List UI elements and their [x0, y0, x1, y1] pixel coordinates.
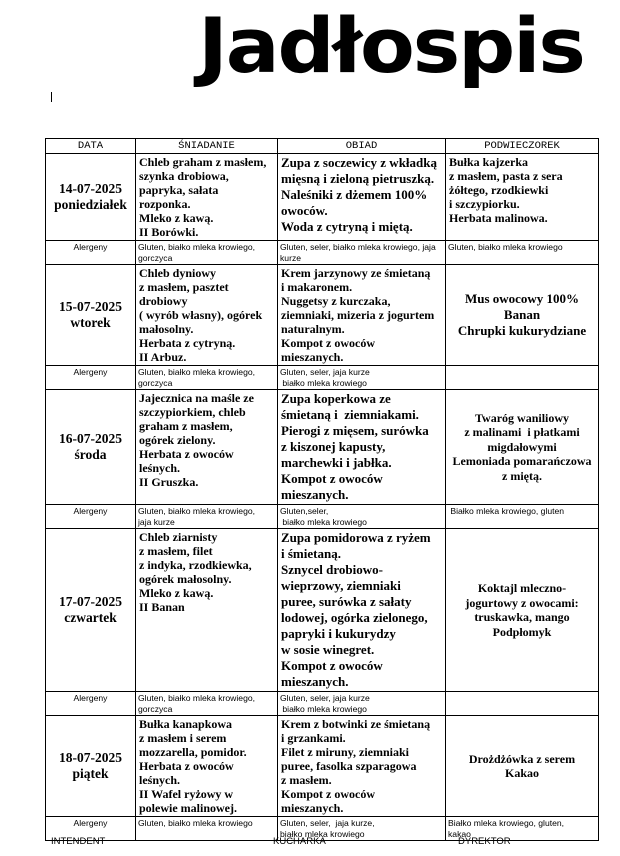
breakfast-line: z masłem i serem	[139, 731, 227, 745]
dinner-line: Krem z botwinki ze śmietaną	[281, 717, 431, 731]
snack-line: Bułka kajzerka	[449, 155, 529, 169]
breakfast-line: Herbata z owoców	[139, 447, 234, 461]
dinner-line: Zupa z soczewicy z wkładką	[281, 155, 437, 170]
breakfast-line: z masłem, pasztet	[139, 280, 229, 294]
breakfast-line: Bułka kanapkowa	[139, 717, 233, 731]
allergens-line: białko mleka krowiego	[280, 703, 367, 714]
snack-line: z masłem, pasta z sera	[449, 169, 563, 183]
allergens-cell	[136, 817, 278, 841]
snack-cell	[446, 265, 599, 366]
day-cell	[46, 390, 136, 505]
allergens-line: białko mleka krowiego	[280, 377, 367, 388]
allergens-cell	[136, 505, 278, 529]
day-row	[46, 529, 599, 692]
day-weekday: poniedziałek	[54, 197, 127, 212]
day-weekday: wtorek	[70, 315, 111, 330]
dinner-line: śmietaną i ziemniakami.	[281, 407, 419, 422]
day-date: 15-07-2025	[59, 299, 122, 314]
breakfast-line: szynka drobiowa,	[139, 169, 229, 183]
allergens-line: Gluten, białko mleka krowiego	[138, 818, 253, 828]
breakfast-line: szczypiorkiem, chleb	[139, 405, 246, 419]
snack-line: Lemoniada pomarańczowa	[452, 454, 592, 469]
dinner-line: naturalnym.	[281, 322, 345, 336]
snack-cell	[446, 154, 599, 241]
header-date: DATA	[46, 139, 136, 154]
allergens-line: Gluten, seler, białko mleka krowiego, jaja	[280, 242, 436, 252]
breakfast-line: ogórek małosolny.	[139, 572, 232, 586]
breakfast-line: II Gruszka.	[139, 475, 199, 489]
snack-line: Koktajl mleczno-	[477, 581, 567, 595]
dinner-line: i grzankami.	[281, 731, 346, 745]
dinner-line: mięsną i zieloną pietruszką.	[281, 171, 435, 186]
dinner-line: i makaronem.	[281, 280, 353, 294]
page-title: Jadłospis	[198, 1, 584, 90]
allergens-line: Gluten, seler, jaja kurze	[280, 367, 370, 377]
snack-line: żółtego, rzodkiewki	[449, 183, 549, 197]
day-date: 17-07-2025	[59, 594, 122, 609]
menu-table	[45, 138, 599, 841]
dinner-line: i śmietaną.	[281, 546, 341, 561]
dinner-cell	[278, 390, 446, 505]
snack-line: Twaróg waniliowy	[474, 410, 570, 425]
dinner-line: lodowej, ogórka zielonego,	[281, 610, 428, 625]
snack-line: i szczypiorku.	[449, 197, 520, 211]
breakfast-line: papryka, sałata	[139, 183, 219, 197]
allergens-row	[46, 366, 599, 390]
allergens-line: Gluten, seler, jaja kurze	[280, 693, 370, 703]
allergens-label: Alergeny	[46, 241, 136, 265]
breakfast-cell	[136, 716, 278, 817]
breakfast-line: Chleb dyniowy	[139, 266, 217, 280]
breakfast-line: z masłem, filet	[139, 544, 213, 558]
dinner-line: mieszanych.	[281, 487, 349, 502]
breakfast-line: rozponka.	[139, 197, 191, 211]
day-cell	[46, 529, 136, 692]
day-row	[46, 154, 599, 241]
dinner-line: z masłem.	[281, 773, 332, 787]
dinner-cell	[278, 265, 446, 366]
day-cell	[46, 716, 136, 817]
dinner-cell	[278, 529, 446, 692]
allergens-line: Gluten, białko mleka krowiego	[448, 242, 563, 252]
dinner-line: mieszanych.	[281, 674, 349, 689]
allergens-row	[46, 241, 599, 265]
breakfast-line: Herbata z owoców	[139, 759, 234, 773]
dinner-line: w sosie winegret.	[281, 642, 375, 657]
breakfast-line: ogórek zielony.	[139, 433, 216, 447]
menu-body	[46, 154, 599, 841]
dinner-line: Naleśniki z dżemem 100%	[281, 187, 428, 202]
dinner-line: Kompot z owoców	[281, 336, 375, 350]
day-date: 18-07-2025	[59, 750, 122, 765]
dinner-line: mieszanych.	[281, 350, 344, 364]
day-weekday: czwartek	[64, 610, 117, 625]
header-dinner: OBIAD	[278, 139, 446, 154]
breakfast-line: II Arbuz.	[139, 350, 187, 364]
allergens-cell	[446, 366, 599, 390]
dinner-line: marchewki i jabłka.	[281, 455, 392, 470]
breakfast-line: II Borówki.	[139, 225, 199, 239]
breakfast-line: II Wafel ryżowy w	[139, 787, 234, 801]
breakfast-cell	[136, 529, 278, 692]
breakfast-line: z indyka, rzodkiewka,	[139, 558, 252, 572]
dinner-line: Pierogi z mięsem, surówka	[281, 423, 429, 438]
breakfast-line: drobiowy	[139, 294, 188, 308]
allergens-line: gorczyca	[138, 703, 173, 714]
snack-line: Herbata malinowa.	[449, 211, 548, 225]
day-row	[46, 716, 599, 817]
allergens-cell	[278, 692, 446, 716]
text-cursor	[51, 92, 52, 102]
allergens-cell	[446, 505, 599, 529]
allergens-line: kurze	[280, 252, 302, 263]
allergens-cell	[136, 241, 278, 265]
allergens-line: Białko mleka krowiego, gluten,	[448, 818, 565, 828]
breakfast-line: graham z masłem,	[139, 419, 233, 433]
day-date: 14-07-2025	[59, 181, 122, 196]
dinner-line: ziemniaki, mizeria z jogurtem	[281, 308, 435, 322]
signature-intendent: INTENDENT	[51, 836, 106, 847]
allergens-cell	[136, 692, 278, 716]
snack-line: Banan	[503, 307, 541, 322]
allergens-line: gorczyca	[138, 252, 173, 263]
breakfast-line: polewie malinowej.	[139, 801, 237, 815]
breakfast-line: Mleko z kawą.	[139, 211, 214, 225]
day-weekday: piątek	[72, 766, 109, 781]
snack-line: Podpłomyk	[492, 624, 552, 639]
breakfast-cell	[136, 390, 278, 505]
snack-line: Drożdżówka z serem	[468, 751, 576, 766]
snack-line: truskawka, mango	[474, 610, 570, 624]
allergens-cell	[278, 241, 446, 265]
dinner-line: Filet z miruny, ziemniaki	[281, 745, 409, 759]
allergens-row	[46, 692, 599, 716]
breakfast-line: leśnych.	[139, 461, 181, 475]
allergens-label: Alergeny	[46, 817, 136, 841]
allergens-line: jaja kurze	[138, 516, 175, 527]
snack-line: Kakao	[504, 766, 539, 780]
dinner-line: Kompot z owoców	[281, 787, 375, 801]
allergens-line: Gluten, białko mleka krowiego,	[138, 367, 256, 377]
day-row	[46, 265, 599, 366]
snack-line: Mus owocowy 100%	[464, 291, 580, 306]
allergens-line: Gluten,seler,	[280, 506, 329, 516]
allergens-line: Gluten, seler, jaja kurze,	[280, 818, 375, 828]
snack-cell	[446, 529, 599, 692]
allergens-line: Gluten, białko mleka krowiego,	[138, 506, 256, 516]
allergens-cell	[446, 692, 599, 716]
allergens-label: Alergeny	[46, 366, 136, 390]
allergens-cell	[278, 505, 446, 529]
snack-cell	[446, 390, 599, 505]
dinner-line: papryki i kukurydzy	[281, 626, 396, 641]
dinner-line: owoców.	[281, 203, 328, 218]
header-row	[46, 139, 599, 154]
dinner-line: mieszanych.	[281, 801, 344, 815]
allergens-cell	[446, 241, 599, 265]
signature-dyrektor: DYREKTOR	[458, 836, 511, 847]
dinner-line: Kompot z owoców	[281, 658, 383, 673]
day-cell	[46, 265, 136, 366]
dinner-line: puree, surówka z sałaty	[281, 594, 412, 609]
breakfast-line: II Banan	[139, 600, 185, 614]
breakfast-cell	[136, 154, 278, 241]
dinner-line: z kiszonej kapusty,	[281, 439, 386, 454]
breakfast-line: Jajecznica na maśle ze	[139, 391, 254, 405]
dinner-line: Kompot z owoców	[281, 471, 383, 486]
dinner-line: wieprzowy, ziemniaki	[281, 578, 401, 593]
allergens-line: białko mleka krowiego	[280, 828, 365, 839]
breakfast-line: Chleb graham z masłem,	[139, 155, 267, 169]
allergens-cell	[136, 366, 278, 390]
snack-line: Chrupki kukurydziane	[457, 323, 587, 338]
breakfast-line: leśnych.	[139, 773, 181, 787]
snack-cell	[446, 716, 599, 817]
allergens-line: Gluten, białko mleka krowiego,	[138, 242, 256, 252]
breakfast-line: Mleko z kawą.	[139, 586, 214, 600]
snack-line: z miętą.	[502, 468, 542, 483]
signature-kucharka: KUCHARKA	[273, 836, 326, 847]
allergens-line: Białko mleka krowiego, gluten	[448, 506, 565, 516]
dinner-line: Zupa pomidorowa z ryżem	[281, 530, 431, 545]
day-weekday: środa	[74, 447, 107, 462]
header-snack: PODWIECZOREK	[446, 139, 599, 154]
allergens-label: Alergeny	[46, 692, 136, 716]
allergens-label: Alergeny	[46, 505, 136, 529]
dinner-line: Zupa koperkowa ze	[281, 391, 391, 406]
dinner-line: Woda z cytryną i miętą.	[281, 219, 413, 234]
dinner-line: Nuggetsy z kurczaka,	[281, 294, 391, 308]
breakfast-line: Chleb ziarnisty	[139, 530, 218, 544]
breakfast-line: małosolny.	[139, 322, 194, 336]
allergens-row	[46, 505, 599, 529]
allergens-line: kakao	[448, 828, 471, 839]
snack-line: migdałowymi	[487, 439, 557, 454]
dinner-line: Krem jarzynowy ze śmietaną	[281, 266, 431, 280]
day-cell	[46, 154, 136, 241]
dinner-line: puree, fasolka szparagowa	[281, 759, 417, 773]
snack-line: jogurtowy z owocami:	[465, 595, 579, 610]
breakfast-cell	[136, 265, 278, 366]
dinner-line: Sznycel drobiowo-	[281, 562, 383, 577]
dinner-cell	[278, 154, 446, 241]
breakfast-line: Herbata z cytryną.	[139, 336, 236, 350]
allergens-line: białko mleka krowiego	[280, 516, 367, 527]
allergens-line: Gluten, białko mleka krowiego,	[138, 693, 256, 703]
day-date: 16-07-2025	[59, 431, 122, 446]
day-row	[46, 390, 599, 505]
breakfast-line: mozzarella, pomidor.	[139, 745, 247, 759]
allergens-cell	[278, 366, 446, 390]
breakfast-line: ( wyrób własny), ogórek	[139, 308, 263, 322]
snack-line: z malinami i płatkami	[464, 425, 580, 440]
dinner-cell	[278, 716, 446, 817]
header-breakfast: ŚNIADANIE	[136, 139, 278, 154]
allergens-line: gorczyca	[138, 377, 173, 388]
